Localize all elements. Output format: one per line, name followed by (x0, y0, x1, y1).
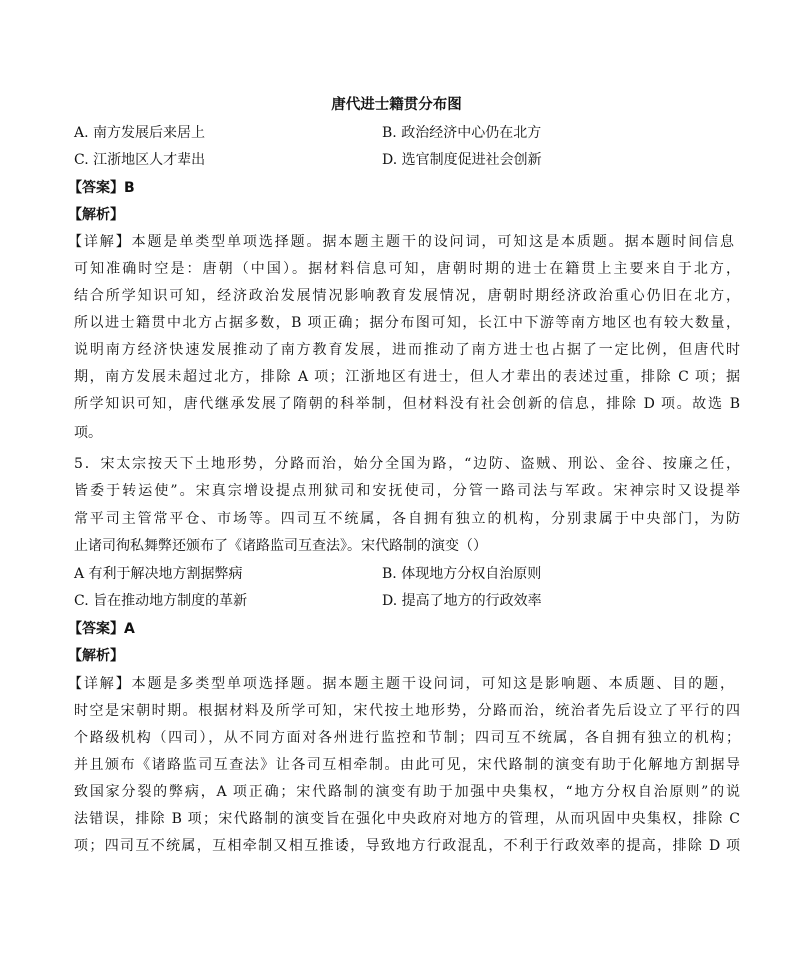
q5-answer: 【答案】A (68, 621, 135, 637)
q5-option-b: B. 体现地方分权自治原则 (382, 566, 542, 582)
q5-option-a: A 有利于解决地方割据弊病 (74, 566, 243, 582)
q5-stem-line: 常平司主管常平仓、市场等。四司互不统属，各自拥有独立的机构，分别隶属于中央部门，为防 (74, 511, 740, 527)
q4-detail-line: 所以进士籍贯中北方占据多数，B 项正确；据分布图可知，长江中下游等南方地区也有较大数量， (74, 315, 740, 331)
q4-option-a: A. 南方发展后来居上 (74, 125, 206, 141)
q4-analysis-label: 【解析】 (68, 207, 124, 223)
q4-detail-line: 可知准确时空是：唐朝（中国）。据材料信息可知，唐朝时期的进士在籍贯上主要来自于北方， (74, 261, 740, 277)
q5-detail-line: 项；四司互不统属，互相牵制又相互推诿，导致地方行政混乱，不利于行政效率的提高，排除 D 项 (74, 838, 740, 854)
q4-option-c: C. 江浙地区人才辈出 (74, 152, 206, 168)
q4-option-b: B. 政治经济中心仍在北方 (382, 125, 542, 141)
q4-options-row-1 (74, 120, 734, 146)
q4-detail-line: 项。 (74, 425, 102, 441)
q4-detail-line: 结合所学知识可知，经济政治发展情况影响教育发展情况，唐朝时期经济政治重心仍旧在北方， (74, 288, 740, 304)
q5-detail-line: 致国家分裂的弊病，A 项正确；宋代路制的演变有助于加强中央集权，“地方分权自治原则”的说 (74, 784, 740, 800)
q5-option-d: D. 提高了地方的行政效率 (382, 593, 542, 609)
q5-detail-line: 个路级机构（四司），从不同方面对各州进行监控和节制；四司互不统属，各自拥有独立的机构； (74, 730, 740, 746)
q4-detail-line: 所学知识可知，唐代继承发展了隋朝的科举制，但材料没有社会创新的信息，排除 D 项。故选 B (74, 396, 740, 412)
q5-detail-line: 时空是宋朝时期。根据材料及所学可知，宋代按土地形势，分路而治，统治者先后设立了平行的四 (74, 703, 740, 719)
figure-caption: 唐代进士籍贯分布图 (331, 97, 462, 113)
q4-option-d: D. 选官制度促进社会创新 (382, 152, 542, 168)
q5-stem-line: 5．宋太宗按天下土地形势，分路而治，始分全国为路，“边防、盗贼、刑讼、金谷、按廉之任， (74, 456, 740, 472)
q5-detail-line: 并且颁布《诸路监司互查法》让各司互相牵制。由此可见，宋代路制的演变有助于化解地方割据导 (74, 757, 740, 773)
q4-detail-line: 【详解】本题是单类型单项选择题。据本题主题干的设问词，可知这是本质题。据本题时间信息 (68, 234, 734, 250)
q5-options-row-1 (74, 561, 734, 587)
q4-options-row-2 (74, 147, 734, 173)
q4-detail-line: 说明南方经济快速发展推动了南方教育发展，进而推动了南方进士也占据了一定比例，但唐代时 (74, 342, 740, 358)
q5-detail-line: 【详解】本题是多类型单项选择题。据本题主题干设问词，可知这是影响题、本质题、目的题， (68, 676, 734, 692)
q5-stem-line: 止诸司徇私舞弊还颁布了《诸路监司互查法》。宋代路制的演变（） (74, 538, 487, 554)
q5-detail-line: 法错误，排除 B 项；宋代路制的演变旨在强化中央政府对地方的管理，从而巩固中央集权，排除 C (74, 811, 740, 827)
q5-options-row-2 (74, 588, 734, 614)
q5-option-c: C. 旨在推动地方制度的革新 (74, 593, 248, 609)
q5-analysis-label: 【解析】 (68, 648, 124, 664)
q5-stem-line: 皆委于转运使”。宋真宗增设提点刑狱司和安抚使司，分管一路司法与军政。宋神宗时又设提举 (74, 483, 740, 499)
q4-detail-line: 期，南方发展未超过北方，排除 A 项；江浙地区有进士，但人才辈出的表述过重，排除 C 项；据 (74, 369, 740, 385)
q4-answer: 【答案】B (68, 180, 135, 196)
